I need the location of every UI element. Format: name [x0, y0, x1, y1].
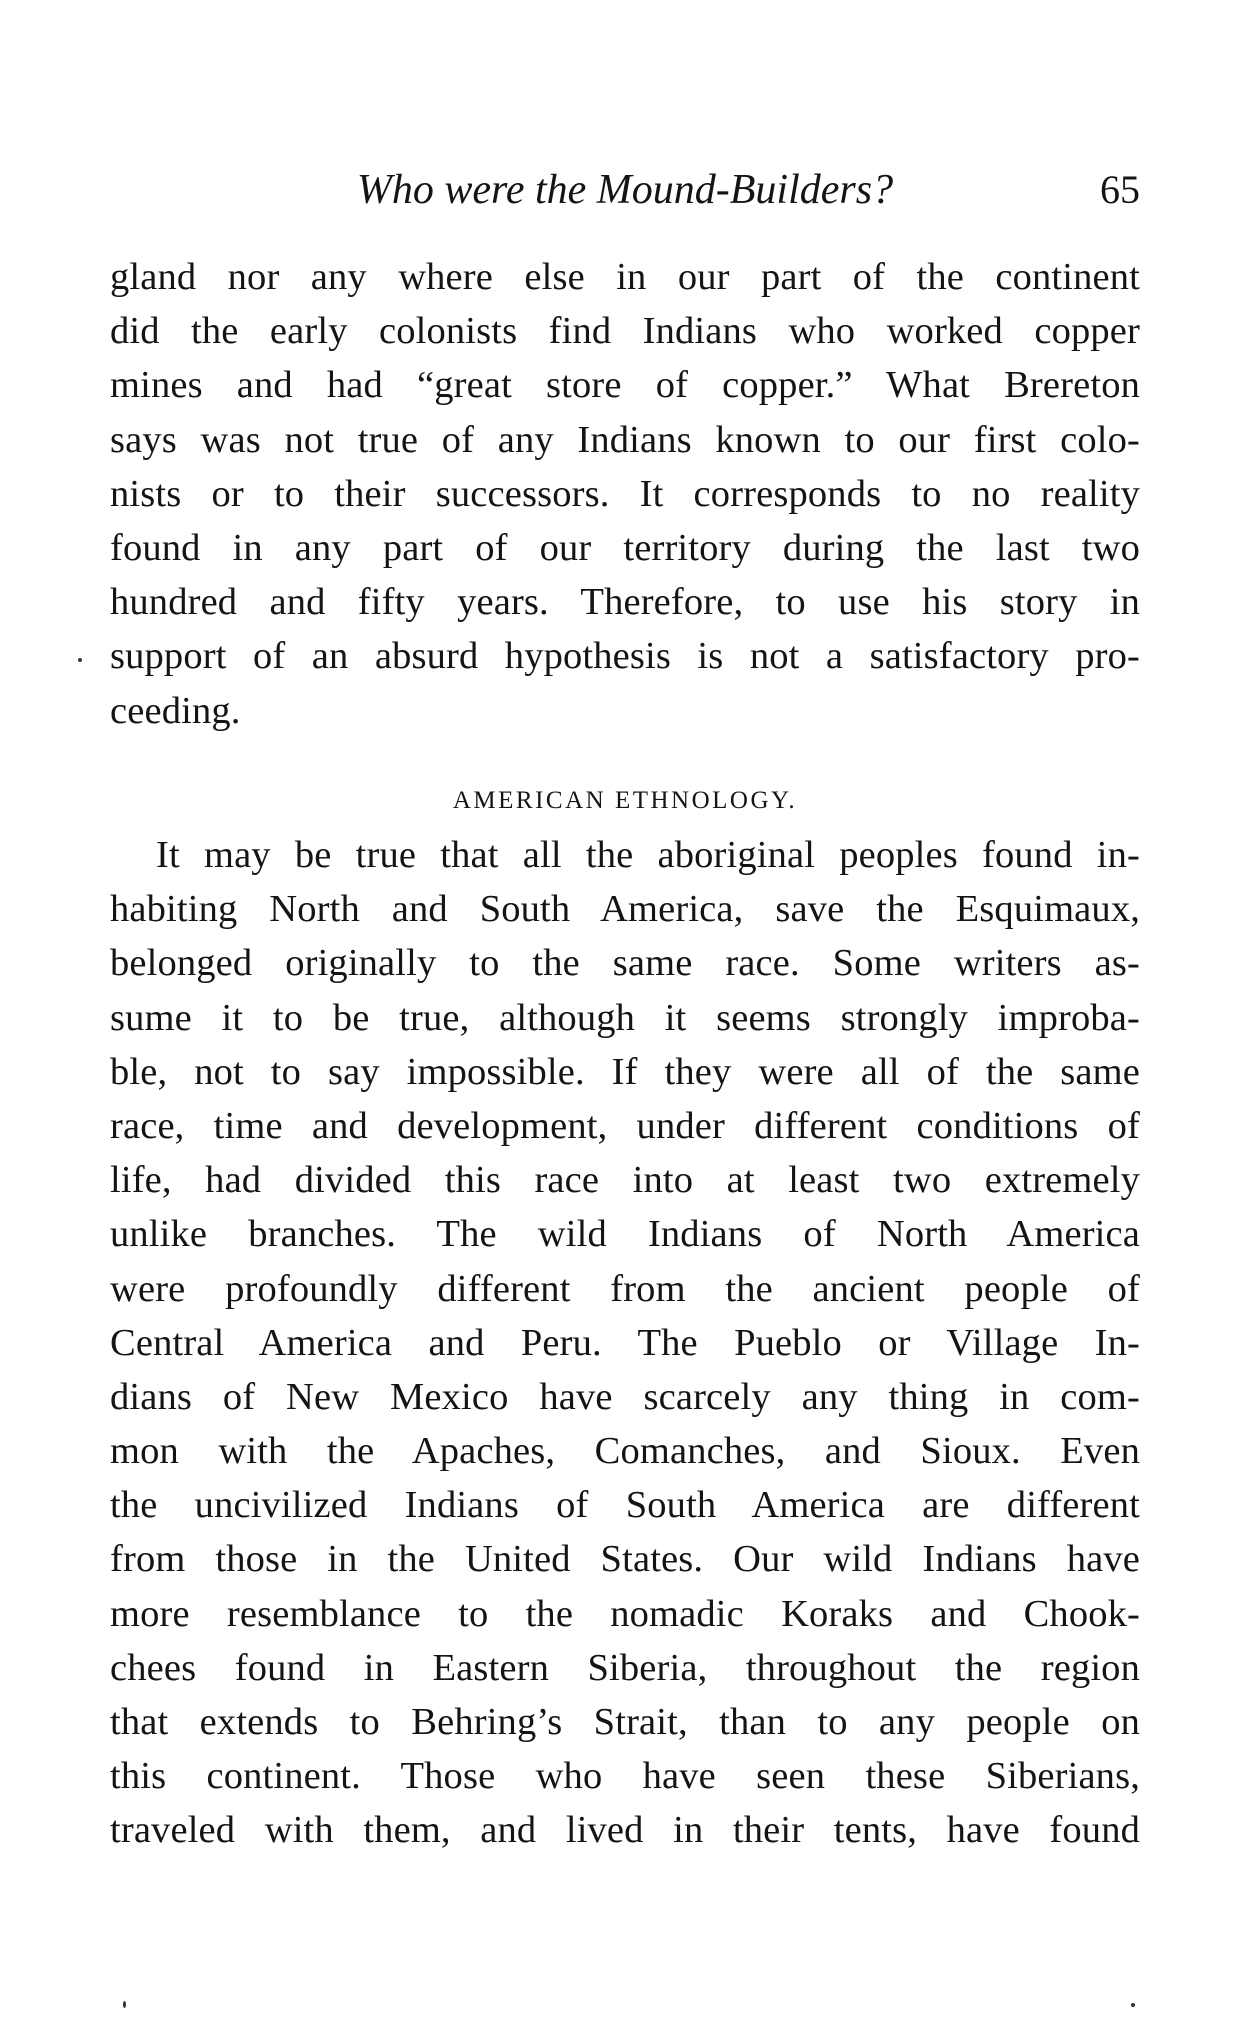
text-line: were profoundly different from the ancient people of: [110, 1267, 1140, 1310]
print-speck: [78, 658, 82, 662]
text-line: mon with the Apaches, Comanches, and Sioux. Even: [110, 1430, 1140, 1473]
text-line: nists or to their successors. It corresponds to no reality: [110, 472, 1140, 515]
text-line: this continent. Those who have seen these Siberians,: [110, 1755, 1140, 1798]
paragraph-continued: [110, 250, 1140, 738]
text-line: from those in the United States. Our wild Indians have: [110, 1538, 1140, 1581]
print-speck: [1131, 2003, 1135, 2007]
text-line: It may be true that all the aboriginal peoples found in-: [156, 834, 1140, 876]
text-line: hundred and fifty years. Therefore, to use his story in: [110, 581, 1140, 624]
text-line: life, had divided this race into at least two extremely: [110, 1159, 1140, 1202]
text-line: says was not true of any Indians known to our first colo-: [110, 418, 1140, 461]
text-line: race, time and development, under different conditions of: [110, 1104, 1140, 1147]
text-line: mines and had “great store of copper.” What Brereton: [110, 364, 1140, 407]
text-line: Central America and Peru. The Pueblo or Village In-: [110, 1321, 1140, 1364]
running-head: [110, 160, 1140, 220]
text-line: found in any part of our territory during the last two: [110, 526, 1140, 569]
section-heading: AMERICAN ETHNOLOGY.: [452, 787, 798, 814]
text-line: did the early colonists find Indians who worked copper: [110, 310, 1140, 353]
text-line: chees found in Eastern Siberia, throughout the region: [110, 1646, 1140, 1689]
text-line: unlike branches. The wild Indians of North America: [110, 1213, 1140, 1256]
text-line: more resemblance to the nomadic Koraks and Chook-: [110, 1592, 1140, 1635]
text-line: ble, not to say impossible. If they were all of the same: [110, 1050, 1140, 1093]
text-line: support of an absurd hypothesis is not a satisfactory pro-: [110, 635, 1140, 678]
text-line: traveled with them, and lived in their tents, have found: [110, 1809, 1140, 1852]
text-line: dians of New Mexico have scarcely any thing in com-: [110, 1375, 1140, 1418]
text-line: the uncivilized Indians of South America are different: [110, 1484, 1140, 1527]
text-line: ceeding.: [110, 689, 241, 732]
page-number: 65: [1100, 167, 1140, 212]
text-line: belonged originally to the same race. Some writers as-: [110, 942, 1140, 985]
text-line: habiting North and South America, save the Esquimaux,: [110, 888, 1140, 931]
paragraph-american-ethnology: [110, 828, 1140, 1858]
text-line: sume it to be true, although it seems strongly improba-: [110, 996, 1140, 1039]
print-speck: [123, 2001, 126, 2008]
text-line: gland nor any where else in our part of the continent: [110, 256, 1140, 298]
text-line: that extends to Behring’s Strait, than to any people on: [110, 1701, 1140, 1743]
running-title: Who were the Mound-Builders?: [356, 167, 894, 213]
